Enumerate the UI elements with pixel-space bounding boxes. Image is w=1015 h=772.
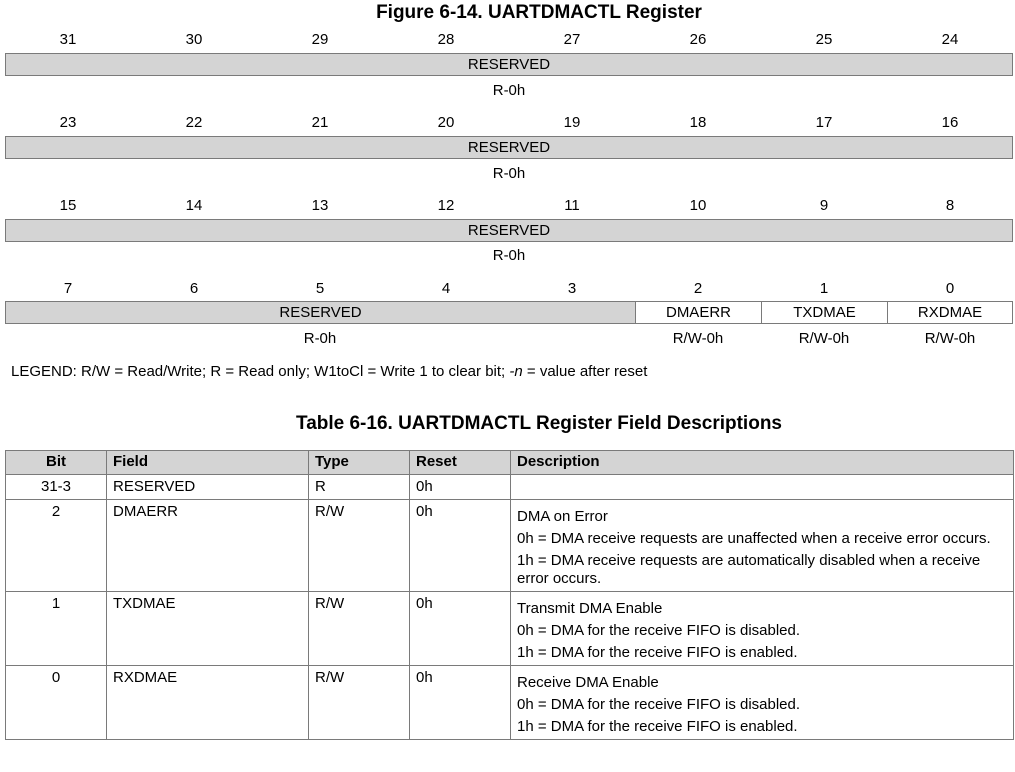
register-field-reserved: RESERVED <box>5 219 1013 242</box>
description-line: Transmit DMA Enable <box>517 600 663 617</box>
table-header-row <box>6 451 1014 475</box>
description-line: 1h = DMA for the receive FIFO is enabled. <box>517 644 798 661</box>
field-access: R-0h <box>492 247 526 264</box>
legend <box>11 363 647 380</box>
field-access: R/W-0h <box>798 330 850 347</box>
bit-number: 6 <box>189 280 199 297</box>
legend-text: LEGEND: R/W = Read/Write; R = Read only; W1toCl = Write 1 to clear bit; <box>11 363 510 380</box>
bit-number: 8 <box>945 197 955 214</box>
bit-number: 10 <box>689 197 707 214</box>
cell-type: R/W <box>309 592 410 666</box>
bit-number: 16 <box>941 114 959 131</box>
bit-number: 30 <box>185 31 203 48</box>
bit-number: 12 <box>437 197 455 214</box>
bit-number: 28 <box>437 31 455 48</box>
bit-number: 7 <box>63 280 73 297</box>
bit-number: 9 <box>819 197 829 214</box>
bit-number: 19 <box>563 114 581 131</box>
bit-number: 25 <box>815 31 833 48</box>
description-line: 0h = DMA for the receive FIFO is disabled. <box>517 696 801 713</box>
description-line: DMA on Error <box>517 508 608 525</box>
bit-number: 23 <box>59 114 77 131</box>
field-access: R-0h <box>303 330 337 347</box>
bit-number: 4 <box>441 280 451 297</box>
cell-bit: 31-3 <box>6 475 107 500</box>
bit-number: 26 <box>689 31 707 48</box>
column-header-description: Description <box>511 451 1014 475</box>
cell-field: RESERVED <box>107 475 309 500</box>
bit-number: 22 <box>185 114 203 131</box>
register-field-reserved: RESERVED <box>5 53 1013 76</box>
field-access: R/W-0h <box>672 330 724 347</box>
description-line: 0h = DMA receive requests are unaffected when a receive error occurs. <box>517 530 991 547</box>
register-field-reserved: RESERVED <box>5 136 1013 159</box>
cell-type: R/W <box>309 666 410 740</box>
table-title: Table 6-16. UARTDMACTL Register Field Descriptions <box>296 413 782 434</box>
table-row <box>6 666 1014 740</box>
bit-number: 21 <box>311 114 329 131</box>
cell-reset: 0h <box>410 666 511 740</box>
bit-number: 14 <box>185 197 203 214</box>
bit-number: 31 <box>59 31 77 48</box>
bit-number: 3 <box>567 280 577 297</box>
description-line: 1h = DMA receive requests are automatically disabled when a receive error occurs. <box>517 552 981 587</box>
figure-title: Figure 6-14. UARTDMACTL Register <box>376 2 702 23</box>
register-field-dmaerr: DMAERR <box>635 301 762 324</box>
bit-number: 27 <box>563 31 581 48</box>
table-row <box>6 592 1014 666</box>
description-line: 0h = DMA for the receive FIFO is disabled. <box>517 622 801 639</box>
bit-number: 2 <box>693 280 703 297</box>
cell-bit: 1 <box>6 592 107 666</box>
bit-number: 13 <box>311 197 329 214</box>
table-row <box>6 500 1014 592</box>
cell-reset: 0h <box>410 475 511 500</box>
cell-type: R/W <box>309 500 410 592</box>
description-line: 1h = DMA for the receive FIFO is enabled. <box>517 718 798 735</box>
table-row <box>6 475 1014 500</box>
cell-field: DMAERR <box>107 500 309 592</box>
bit-number: 11 <box>564 197 580 214</box>
column-header-field: Field <box>107 451 309 475</box>
bit-number: 18 <box>689 114 707 131</box>
legend-text: = value after reset <box>522 363 648 380</box>
cell-reset: 0h <box>410 500 511 592</box>
cell-bit: 2 <box>6 500 107 592</box>
cell-field: RXDMAE <box>107 666 309 740</box>
cell-description <box>511 666 1014 740</box>
register-field-reserved: RESERVED <box>5 301 636 324</box>
legend-italic: -n <box>509 363 523 380</box>
bit-number: 20 <box>437 114 455 131</box>
field-access: R-0h <box>492 165 526 182</box>
cell-reset: 0h <box>410 592 511 666</box>
register-field-rxdmae: RXDMAE <box>887 301 1013 324</box>
register-field-txdmae: TXDMAE <box>761 301 888 324</box>
cell-type: R <box>309 475 410 500</box>
bit-number: 1 <box>819 280 829 297</box>
column-header-bit: Bit <box>6 451 107 475</box>
field-access: R-0h <box>492 82 526 99</box>
bit-number: 0 <box>945 280 955 297</box>
cell-description <box>511 592 1014 666</box>
bit-number: 29 <box>311 31 329 48</box>
description-line: Receive DMA Enable <box>517 674 659 691</box>
bit-number: 15 <box>59 197 77 214</box>
cell-field: TXDMAE <box>107 592 309 666</box>
cell-bit: 0 <box>6 666 107 740</box>
cell-description <box>511 475 1014 500</box>
cell-description <box>511 500 1014 592</box>
column-header-type: Type <box>309 451 410 475</box>
bit-number: 24 <box>941 31 959 48</box>
bit-number: 17 <box>815 114 833 131</box>
field-descriptions-table <box>5 450 1014 740</box>
column-header-reset: Reset <box>410 451 511 475</box>
bit-number: 5 <box>315 280 325 297</box>
field-access: R/W-0h <box>924 330 976 347</box>
